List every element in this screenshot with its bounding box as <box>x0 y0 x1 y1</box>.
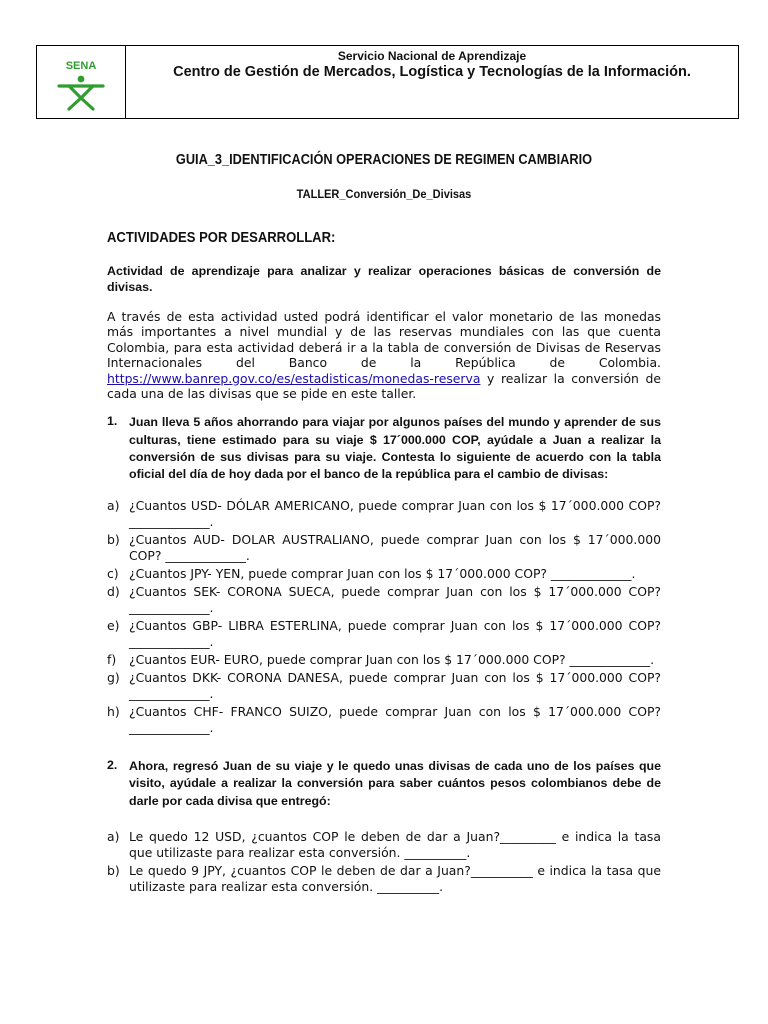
item-text: ¿Cuantos JPY- YEN, puede comprar Juan con los $ 17´000.000 COP? _____________. <box>129 566 636 582</box>
list-item <box>107 498 661 530</box>
doc-title: GUIA_3_IDENTIFICACIÓN OPERACIONES DE REGIMEN CAMBIARIO <box>175 152 593 168</box>
item-marker: c) <box>107 566 119 582</box>
sena-logo <box>53 52 109 112</box>
item-marker: b) <box>107 532 120 548</box>
item-marker: d) <box>107 584 120 600</box>
header-text <box>126 46 738 118</box>
item-text: ¿Cuantos SEK- CORONA SUECA, puede comprar Juan con los $ 17´000.000 COP? _____________. <box>129 584 661 616</box>
list-item <box>107 704 661 736</box>
item-marker: e) <box>107 618 120 634</box>
header-box <box>36 45 739 119</box>
org-name: Servicio Nacional de Aprendizaje <box>337 49 527 63</box>
item-marker: b) <box>107 862 120 878</box>
content <box>107 230 661 897</box>
list-item <box>107 532 661 564</box>
item-text: ¿Cuantos AUD- DOLAR AUSTRALIANO, puede comprar Juan con los $ 17´000.000 COP? _____________. <box>129 532 661 564</box>
question-text: Ahora, regresó Juan de su viaje y le quedo unas divisas de cada uno de los países que visito, ayúdale a realizar la conversión para saber cuántos pesos colombianos debe de darle por cada divisa que entregó: <box>129 759 661 808</box>
list-item <box>107 670 661 702</box>
logo-cell <box>37 46 126 118</box>
list-item <box>107 829 661 861</box>
item-text: ¿Cuantos DKK- CORONA DANESA, puede comprar Juan con los $ 17´000.000 COP? _____________. <box>129 669 661 702</box>
item-marker: g) <box>107 669 120 685</box>
item-text: ¿Cuantos GBP- LIBRA ESTERLINA, puede comprar Juan con los $ 17´000.000 COP? _____________. <box>129 618 661 650</box>
doc-subtitle: TALLER_Conversión_De_Divisas <box>296 187 472 201</box>
paragraph-text-1: A través de esta actividad usted podrá identificar el valor monetario de las monedas más importantes a nivel mundial y de las reservas mundiales con las que cuenta Colombia, para esta actividad deberá ir a la tabla de conversión de Divisas de Reservas Internacionales del Banco de la República de Colombia. <box>107 309 661 371</box>
item-text: ¿Cuantos EUR- EURO, puede comprar Juan con los $ 17´000.000 COP? _____________. <box>129 652 655 668</box>
item-marker: a) <box>107 828 120 844</box>
center-name: Centro de Gestión de Mercados, Logística y Tecnologías de la Información. <box>173 64 691 80</box>
item-marker: a) <box>107 498 120 514</box>
intro-paragraph <box>107 309 661 401</box>
paragraph-text-2: y realizar la conversión de cada una de las divisas que se pide en este taller. <box>107 370 661 402</box>
question-text: Juan lleva 5 años ahorrando para viajar por algunos países del mundo y aprender de sus culturas, tiene estimado para su viaje $ 17´000.000 COP, ayúdale a Juan a realizar la conversión de sus divisas para su viaje. Contesta lo siguiente de acuerdo con la tabla oficial del día de hoy dada por el banco de la república para el cambio de divisas: <box>129 415 661 482</box>
question-2 <box>107 758 661 810</box>
question-number: 2. <box>107 758 118 773</box>
activity-intro: Actividad de aprendizaje para analizar y realizar operaciones básicas de conversión de divisas. <box>107 264 661 294</box>
question-2-items <box>107 829 661 895</box>
item-marker: f) <box>107 652 117 668</box>
item-text: ¿Cuantos CHF- FRANCO SUIZO, puede comprar Juan con los $ 17´000.000 COP? _____________. <box>129 703 661 736</box>
list-item <box>107 584 661 616</box>
question-1-items <box>107 498 661 736</box>
logo-text: SENA <box>65 60 97 72</box>
question-1 <box>107 414 661 483</box>
banrep-link[interactable]: https://www.banrep.gov.co/es/estadisticas/monedas-reserva <box>107 370 481 386</box>
item-text: Le quedo 9 JPY, ¿cuantos COP le deben de dar a Juan?__________ e indica la tasa que utilizaste para realizar esta conversión. __________. <box>129 862 661 895</box>
section-heading: ACTIVIDADES POR DESARROLLAR: <box>107 230 336 246</box>
item-marker: h) <box>107 703 120 719</box>
list-item <box>107 566 661 582</box>
list-item <box>107 863 661 895</box>
list-item <box>107 618 661 650</box>
question-number: 1. <box>107 414 118 429</box>
item-text: Le quedo 12 USD, ¿cuantos COP le deben de dar a Juan?_________ e indica la tasa que utilizaste para realizar esta conversión. __________. <box>129 828 661 861</box>
list-item <box>107 652 661 668</box>
sena-figure-icon <box>59 76 103 109</box>
item-text: ¿Cuantos USD- DÓLAR AMERICANO, puede comprar Juan con los $ 17´000.000 COP? _____________. <box>129 498 661 530</box>
